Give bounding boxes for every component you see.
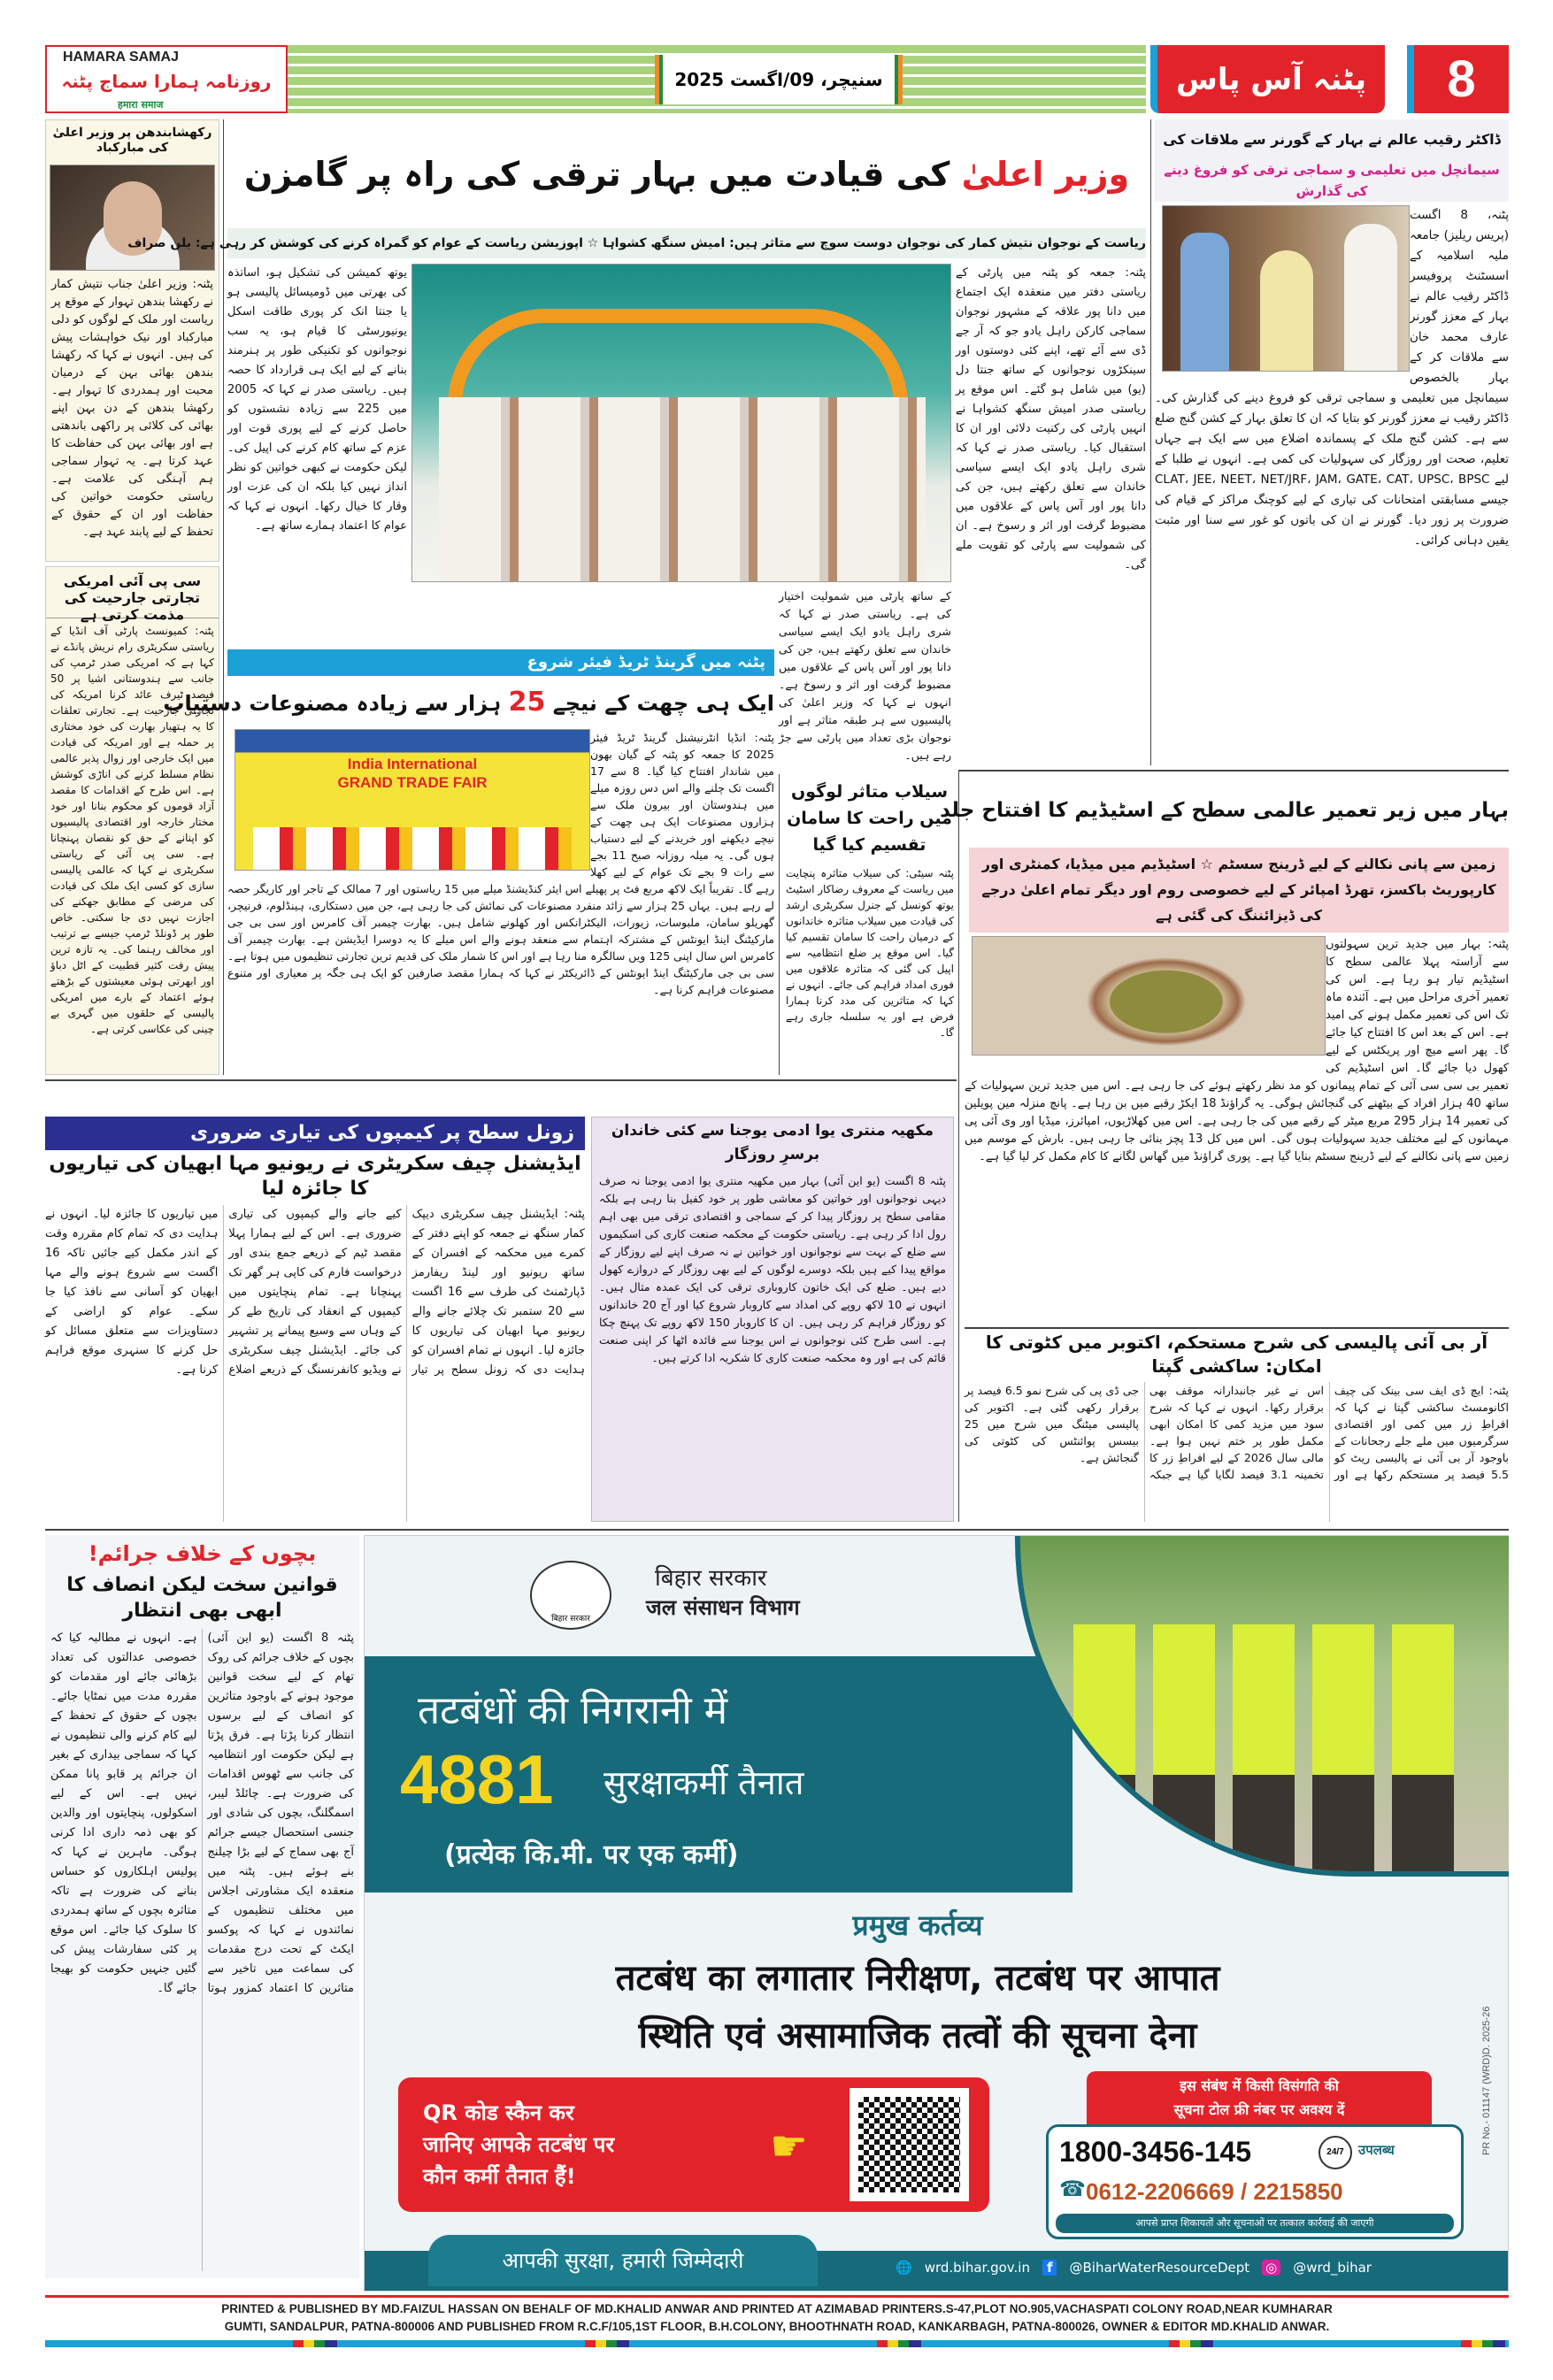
zonal-headline: ایڈیشنل چیف سکریٹری نے ریونیو مہا ابھیان کی تیاریوں کا جائزہ لیا: [49, 1153, 581, 1200]
page-number: 8: [1407, 45, 1509, 113]
ad-slogan: आपकी सुरक्षा, हमारी जिम्मेदारी: [428, 2235, 818, 2286]
tradefair-headline-pre: ایک ہی چھت کے نیچے: [552, 691, 774, 716]
imprint-line1: PRINTED & PUBLISHED BY MD.FAIZUL HASSAN ON BEHALF OF MD.KHALID ANWAR AND PRINTED AT AZIMABAD PRINTERS.S-47,PLOT NO.905,VACHASPATI COLONY ROAD,NEAR KUMHARAR: [221, 2302, 1333, 2315]
ad-duty-title: प्रमुख कर्तव्य: [852, 1908, 983, 1942]
lead-body-col2: پٹنہ: جمعہ کو پٹنہ میں پارٹی کے ریاستی دفتر میں منعقدہ ایک اجتماع میں دانا پور علاقہ کے مشہور نوجوان سماجی کارکن راہل یادو جو کہ آر جے ڈی سے آئے تھے، اپنے کئی دوستوں اور سینکڑوں نوجوانوں کے ساتھ جنتا دل (یو) میں شامل ہو گئے۔ اس موقع پر ریاستی صدر امیش سنگھ کشواہا نے انہیں پارٹی کی رکنیت دلائی اور ان کا استقبال کیا۔ ریاستی صدر نے کہا کہ شری راہل یادو ایک ایسے سیاسی خاندان سے تعلق رکھتے ہیں، جن کی دانا پور اور آس پاس کے علاقوں میں مضبوط گرفت اور اثر و رسوخ ہے۔ ان کی شمولیت سے پارٹی کو تقویت ملے گی۔: [956, 266, 1146, 572]
lead-photo: [411, 264, 951, 582]
stadium-body: [965, 936, 1509, 1325]
bihar-emblem-icon: [530, 1561, 611, 1630]
lead-headline-rest: کی قیادت میں بہار ترقی کی راہ پر گامزن: [243, 155, 950, 194]
ad-social-links: [896, 2260, 1372, 2276]
stadium-body-text: پٹنہ: بہار میں جدید ترین سہولتوں سے آراستہ پہلا عالمی سطح کا اسٹیڈیم تیار ہو رہا ہے۔ اس کی تعمیر آخری مراحل میں ہے۔ آئندہ ماہ تک اس کی تعمیر مکمل ہونے کی امید ہے۔ اس کے بعد اس کا افتتاح کیا جائے گا۔ پھر اسے میچ اور پریکٹس کے لیے کھول دیا جائے گا۔ اس اسٹیڈیم کی تعمیر بی سی سی آئی کے تمام پیمانوں کو مد نظر رکھتے ہوئے کی جا رہی ہے۔ اس میں جدید ترین سہولیات کے ساتھ 40 ہزار افراد کے بیٹھنے کی گنجائش ہوگی۔ یہ گراؤنڈ 18 ایکڑ رقبے میں بن رہا ہے۔ پانچ منزلہ مین پویلین کی تعمیر 14 ہزار 295 مربع میٹر کے رقبے میں کی جا رہی ہے۔ اس میں کھلاڑیوں، امپائرز، میڈیا اور وی آئی پی مہمانوں کے لیے مختلف جدید سہولیات ہوں گی۔ اس میں کل 13 پچز بنائی جا رہی ہیں۔ بارش کے موسم میں زمین سے پانی نکالنے کے لیے ڈرینج سسٹم بنایا گیا ہے۔ پوری گراؤنڈ میں گھاس لگانے کا کام مکمل کر لیا گیا ہے۔: [965, 938, 1509, 1163]
rbi-body: [965, 1382, 1509, 1522]
ad-duty-line1: तटबंध का लगातार निरीक्षण, तटबंध पर आपात: [615, 1958, 1220, 1999]
raqib-headline: ڈاکٹر رقیب عالم نے بہار کے گورنر سے ملاقات کی: [1155, 119, 1509, 159]
ad-duty-line2: स्थिति एवं असामाजिक तत्वों की सूचना देना: [638, 2015, 1197, 2056]
ad-dept: जल संसाधन विभाग: [646, 1595, 800, 1620]
ad-facebook[interactable]: @BiharWaterResourceDept: [1069, 2260, 1250, 2276]
logo-urdu: روزنامہ ہمارا سماج پٹنہ: [61, 71, 272, 92]
lead-body-col1: یوتھ کمیشن کی تشکیل ہو، اساتذہ کی بھرتی میں ڈومیسائل پالیسی ہو یا جنتا انک کر پوری طاقت اسکل یونیورسٹی کا قیام ہو، یہ سب نوجوانوں کو تکنیکی طور پر ہنرمند بنانے کے لیے ایک ہی قرارداد کا حصہ ہیں۔ ریاستی صدر نے کہا کہ 2005 میں 225 سے زیادہ نشستوں کو حاصل کرنے کے لیے پوری قوت اور عزم کے ساتھ کام کرنے کی اپیل کی۔ لیکن حکومت نے کبھی خواتین کو نظر انداز نہیں کیا بلکہ ان کی عزت اور وقار کا خیال رکھا۔ انہوں نے کہا کہ عوام کا اعتماد ہمارے ساتھ ہے۔: [227, 266, 407, 533]
ad-instagram[interactable]: @wrd_bihar: [1293, 2260, 1372, 2276]
ad-available: उपलब्ध: [1358, 2142, 1395, 2158]
newspaper-logo: [45, 45, 288, 113]
qr-code[interactable]: [850, 2088, 969, 2201]
raqib-photo: [1162, 205, 1410, 372]
tollfree-number[interactable]: 1800-3456-145: [1059, 2136, 1252, 2168]
tradefair-banner-text: India International GRAND TRADE FAIR: [337, 756, 488, 791]
ad-pr-number: PR No.- 011147 (WRD)D. 2025-26: [1481, 2006, 1492, 2155]
office-phone[interactable]: 0612-2206669 / 2215850: [1086, 2178, 1343, 2205]
yuva-headline: مکھیہ منتری یوا ادمی یوجنا سے کئی خاندان برسرِ روزگار: [611, 1122, 934, 1163]
ad-notice-line1: इस संबंध में किसी विसंगति की: [1180, 2077, 1339, 2094]
ad-notice: [1087, 2071, 1432, 2124]
crime-headline: قوانین سخت لیکن انصاف کا ابھی بھی انتظار: [66, 1574, 338, 1622]
zonal-body-text: پٹنہ: ایڈیشنل چیف سکریٹری دیپک کمار سنگھ نے جمعہ کو اپنے دفتر کے کمرے میں محکمہ کے افسران کے ساتھ ریونیو اور لینڈ ریفارمز ڈپارٹمنٹ کی طرف سے 16 اگست سے 20 ستمبر تک چلائے جانے والے ریونیو مہا ابھیان کی تیاریوں کا جائزہ لیا۔ انہوں نے تمام افسران کو ہدایت دی کہ زونل سطح پر تیار کیے جانے والے کیمپوں کی تیاری ضروری ہے۔ اس کے لیے ہمارا پہلا مقصد ٹیم کے ذریعے جمع بندی اور درخواست فارم کی کاپی ہر گھر تک پہنچانا ہے۔ تمام پنچایتوں میں کیمپوں کے انعقاد کی تاریخ طے کر کے وہاں سے وسیع پیمانے پر تشہیر کی جائے۔ ایڈیشنل چیف سکریٹری نے ویڈیو کانفرنسنگ کے ذریعے اضلاع میں تیاریوں کا جائزہ لیا۔ انہوں نے ہدایت دی کہ تمام کام مقررہ وقت کے اندر مکمل کیے جائیں تاکہ 16 اگست سے شروع ہونے والے مہا ابھیان کو آسانی سے نافذ کیا جا سکے۔ عوام کو اراضی کے دستاویزات سے متعلق مسائل کو حل کرنے کا سنہری موقع فراہم کرنا ہے۔: [45, 1208, 586, 1377]
crime-article: [45, 1535, 359, 2278]
yuva-body: پٹنہ 8 اگست (یو این آئی) بہار میں مکھیہ منتری یوا ادمی یوجنا نہ صرف دیہی نوجوانوں اور خواتین کو معاشی طور پر خود کفیل بنا رہی ہے بلکہ مقامی سطح پر روزگار پیدا کر کے سماجی و اقتصادی ترقی میں بھی اہم رول ادا کر رہی ہے۔ ریاستی حکومت کے محکمہ صنعت کاری کی اسکیموں سے ضلع کے بہت سے نوجوانوں اور خواتین نے نہ صرف اپنے لیے روزگار کے مواقع پیدا کیے ہیں بلکہ دوسرے لوگوں کے لیے بھی روزگار کے دروازے کھول دیے ہیں۔ ضلع کی ایک خاتون کاروباری ترقی کی ایک عمدہ مثال ہیں۔ انہوں نے 10 لاکھ روپے کی امداد سے کاروبار شروع کیا اور آج 20 خاندانوں کو روزگار فراہم کر رہی ہیں۔ ان کا کاروبار 150 لاکھ روپے تک پہنچ چکا ہے۔ اسی طرح کئی نوجوانوں نے اس یوجنا سے فائدہ اٹھا کر اپنی صنعت قائم کی ہے اور وہ محکمہ صنعت کاری کا شکریہ ادا کرتے ہیں۔: [599, 1174, 947, 1364]
tradefair-body: [227, 729, 774, 1075]
crime-body: [45, 1625, 359, 2275]
section-title: پٹنہ آس پاس: [1150, 45, 1385, 113]
ad-line2: सुरक्षाकर्मी तैनात: [604, 1763, 804, 1802]
cm-greeting-caption: رکھشابندھن پر وزیر اعلیٰ کی مبارکباد: [52, 126, 212, 155]
crime-kicker: بچوں کے خلاف جرائم!: [88, 1541, 317, 1566]
rbi-body-text: پٹنہ: ایچ ڈی ایف سی بینک کی چیف اکانومسٹ ساکشی گپتا نے کہا کہ افراطِ زر میں کمی اور اقتصادی سرگرمیوں میں ملے جلے رجحانات کے باوجود آر بی آئی نے پالیسی ریٹ کو 5.5 فیصد پر مستحکم رکھا ہے اور اس نے غیر جانبدارانہ موقف بھی برقرار رکھا۔ انہوں نے کہا کہ شرح سود میں مزید کمی کا امکان ابھی مکمل طور پر ختم نہیں ہوا ہے۔ مالی سال 2026 کے لیے افراطِ زر کا تخمینہ 3.1 فیصد لگایا گیا ہے جبکہ جی ڈی پی کی شرح نمو 6.5 فیصد پر برقرار رکھی گئی ہے۔ اکتوبر کی پالیسی میٹنگ میں شرح میں 25 بیسس پوائنٹس کی کٹوتی کی گنجائش ہے۔: [965, 1384, 1509, 1481]
crime-body-text: پٹنہ 8 اگست (یو این آئی) بچوں کے خلاف جرائم کی روک تھام کے لیے سخت قوانین موجود ہونے کے باوجود متاثرین کو انصاف کے لیے برسوں انتظار کرنا پڑتا ہے۔ فرق پڑتا ہے لیکن حکومت اور انتظامیہ کی جانب سے ٹھوس اقدامات کی ضرورت ہے۔ چائلڈ لیبر، اسمگلنگ، بچوں کی شادی اور جنسی استحصال جیسے جرائم آج بھی سماج کے لیے بڑا چیلنج بنے ہوئے ہیں۔ پٹنہ میں منعقدہ ایک مشاورتی اجلاس میں مختلف تنظیموں کے نمائندوں نے کہا کہ پوکسو ایکٹ کے تحت درج مقدمات کی سماعت میں تاخیر سے متاثرین کا اعتماد کمزور ہوتا ہے۔ انہوں نے مطالبہ کیا کہ خصوصی عدالتوں کی تعداد بڑھائی جائے اور مقدمات کو مقررہ مدت میں نمٹایا جائے۔ بچوں کے حقوق کے تحفظ کے لیے کام کرنے والی تنظیموں نے کہا کہ سماجی بیداری کے بغیر ان جرائم پر قابو پانا ممکن نہیں ہے۔ اس کے لیے اسکولوں، پنچایتوں اور والدین کو بھی ذمہ داری ادا کرنی ہوگی۔ ماہرین نے کہا کہ پولیس اہلکاروں کو حساس بنانے کی ضرورت ہے تاکہ متاثرہ بچوں کے ساتھ ہمدردی کا سلوک کیا جائے۔ اس موقع پر کئی سفارشات پیش کی گئیں جنہیں حکومت کو بھیجا جائے گا۔: [50, 1631, 354, 1995]
lead-body-col3: کے ساتھ پارٹی میں شمولیت اختیار کی ہے۔ ریاستی صدر نے کہا کہ شری راہل یادو ایک ایسے سیاسی خاندان سے تعلق رکھتے ہیں، جن کی دانا پور اور آس پاس کے علاقوں میں مضبوط گرفت اور اثر و رسوخ ہے۔ انہوں نے کہا کہ وزیر اعلیٰ کی پالیسیوں سے ہر طبقہ متاثر ہے اور نوجوان بڑی تعداد میں پارٹی سے جڑ رہے ہیں۔: [779, 589, 951, 762]
pointing-hand-icon: ☛: [770, 2122, 809, 2171]
stadium-subheadline: زمین سے پانی نکالنے کے لیے ڈرینج سسٹم ☆ اسٹیڈیم میں میڈیا، کمنٹری اور کارپوریٹ باکسز، تھرڈ امپائر کے لیے خصوصی روم اور دیگر تمام اعلیٰ درجے کی ڈیزائننگ کی گئی ہے: [969, 848, 1509, 933]
tradefair-headline-number: 25: [508, 687, 546, 718]
globe-icon: 🌐: [896, 2260, 912, 2276]
ad-workers-photo: [1015, 1536, 1509, 1877]
clock-24-7-icon: 24/7: [1319, 2136, 1352, 2169]
tradefair-headline: [163, 678, 774, 727]
rbi-headline: آر بی آئی پالیسی کی شرح مستحکم، اکتوبر میں کٹوتی کا امکان: ساکشی گپتا: [985, 1332, 1488, 1377]
tradefair-body-text: پٹنہ: انڈیا انٹرنیشنل گرینڈ ٹریڈ فیئر 2025 کا جمعہ کو پٹنہ کے گیان بھون میں شاندار افتتاح کیا گیا۔ 8 سے 17 اگست تک چلنے والے اس دس روزہ میلے میں ہندوستان اور بیرون ملک سے ہزاروں مصنوعات ایک ہی چھت کے نیچے دیکھنے اور خریدنے کے لیے دستیاب ہوں گی۔ یہ میلہ روزانہ صبح 11 بجے سے رات 9 بجے تک عوام کے لیے کھلا رہے گا۔ تقریباً ایک لاکھ مربع فٹ پر پھیلے اس ایئر کنڈیشنڈ میلے میں 15 ریاستوں اور 7 ممالک کے تاجر اور کاریگر حصہ لے رہے ہیں۔ یہاں 25 ہزار سے زائد منفرد مصنوعات کی نمائش کی جا رہی ہے، جن میں دستکاری، ہینڈلوم، فرنیچر، گھریلو سامان، ملبوسات، زیورات، الیکٹرانکس اور کھلونے شامل ہیں۔ بھارت چیمبر آف کامرس اور سی بی جی مارکیٹنگ اینڈ ایونٹس کے مشترکہ اہتمام سے منعقد ہونے والے اس میلے کا یہ دوسرا ایڈیشن ہے۔ بھارت چیمبر آف کامرس اس سال اپنی 125 ویں سالگرہ منا رہا ہے اور اس کا شمار ملک کی قدیم ترین تجارتی تنظیموں میں ہوتا ہے۔ سی بی جی مارکیٹنگ اینڈ ایونٹس کے ڈائریکٹر نے کہا کہ ہمارا مقصد صارفین کو ایک ہی جگہ پر معیاری اور متنوع مصنوعات فراہم کرنا ہے۔: [227, 731, 775, 996]
yuva-article: [591, 1117, 954, 1522]
bihar-wrd-advertisement: [364, 1535, 1509, 2292]
tradefair-photo: [234, 729, 590, 871]
facebook-icon: f: [1042, 2260, 1057, 2276]
lead-subheadline: ریاست کے نوجوان نتیش کمار کی نوجوان دوست سوچ سے متاثر ہیں: امیش سنگھ کشواہا ☆ اپوزیشن ریاست کے عوام کو گمراہ کرنے کی کوشش کر رہی ہے: بلن صراف: [227, 228, 1146, 258]
imprint: [45, 2300, 1509, 2336]
ad-gov: बिहार सरकार: [655, 1565, 767, 1592]
ad-qr-line3: कौन कर्मी तैनात हैं!: [423, 2164, 576, 2189]
raqib-subheadline: سیمانچل میں تعلیمی و سماجی ترقی کو فروغ دینے کی گذارش: [1155, 159, 1509, 202]
zonal-label: زونل سطح پر کیمپوں کی تیاری ضروری: [45, 1117, 585, 1150]
ad-qr-line1: QR कोड स्कैन कर: [423, 2100, 574, 2125]
imprint-line2: GUMTI, SANDALPUR, PATNA-800006 AND PUBLISHED FROM R.C.F/105,1ST FLOOR, B.H.COLONY, BHOOTHNATH ROAD, KANKARBAGH, PATNA-800026, OWNER & EDITOR MD.KHALID ANWAR.: [224, 2320, 1330, 2333]
raqib-body-text: پٹنہ، 8 اگست (پریس ریلیز) جامعہ ملیہ اسلامیہ کے اسسٹنٹ پروفیسر ڈاکٹر رقیب عالم نے بہار کے معزز گورنر عارف محمد خان سے ملاقات کر کے بہار بالخصوص سیمانچل میں تعلیمی و سماجی ترقی کو فروغ دینے کی گذارش کی۔ ڈاکٹر رقیب نے معزز گورنر کو بتایا کہ ان کا تعلق بہار کے کشن گنج ضلع سے ہے۔ کشن گنج ملک کے پسماندہ اضلاع میں سے ایک ہے جہاں تعلیم، صحت اور روزگار کی سہولیات کی کمی ہے۔ انہوں نے طلبا کے لیے CLAT، JEE، NEET، NET/JRF، JAM، GATE، CAT، UPSC، BPSC جیسے مسابقتی امتحانات کی تیاری کے لیے کوچنگ مراکز کے قیام کی ضرورت پر زور دیا۔ گورنر نے ان کی باتوں کو غور سے سنا اور مثبت یقین دہانی کرائی۔: [1155, 208, 1509, 548]
tradefair-label: پٹنہ میں گرینڈ ٹریڈ فیئر شروع: [227, 649, 774, 676]
instagram-icon: ◎: [1262, 2260, 1280, 2276]
phone-icon: ☎: [1059, 2177, 1086, 2201]
cm-greeting-body: پٹنہ: وزیر اعلیٰ جناب نتیش کمار نے رکھشا بندھن تہوار کے موقع پر ریاست اور ملک کے لوگوں کو دلی مبارکباد اور نیک خواہشات پیش کی ہیں۔ انہوں نے کہا کہ رکھشا بندھن بھائی بہن کے درمیان محبت اور ہمدردی کا تہوار ہے۔ رکھشا بندھن کے دن بہن اپنے بھائی کی کلائی پر راکھی باندھتی ہے اور بھائی بہن کی حفاظت کا عہد کرتا ہے۔ یہ تہوار سماجی ہم آہنگی کی علامت ہے۔ ریاستی حکومت خواتین کی حفاظت اور ان کے حقوق کے تحفظ کے لیے پابند عہد ہے۔: [51, 278, 213, 539]
ad-helpline-box: [1046, 2124, 1464, 2239]
issue-date: سنیچر، 09/اگست 2025: [655, 55, 903, 104]
ad-number: 4881: [400, 1740, 554, 1818]
logo-english: HAMARA SAMAJ: [63, 50, 179, 65]
lead-headline-red: وزیر اعلیٰ: [961, 155, 1130, 194]
cpi-article: [45, 566, 219, 1075]
ad-qr-line2: जानिए आपके तटबंध पर: [423, 2132, 615, 2157]
cpi-body: پٹنہ: کمیونسٹ پارٹی آف انڈیا کے ریاستی سکریٹری رام نریش پانڈے نے کہا ہے کہ امریکی صدر ٹرمپ کی جانب سے ہندوستانی اشیا پر 50 فیصد ٹیرف عائد کرنا امریکہ کی تجارتی جارحیت ہے۔ تجارتی تعلقات کا یہ ہتھیار بھارت کی خود مختاری پر حملہ ہے اور امریکہ کی قیادت میں ایک خارجی اور زوال پذیر عالمی نظام مسلط کرنے کی اناڑی کوشش ہے۔ اس طرح کے اقدامات کا مقصد آزاد قوموں کو محکوم بنانا اور خود مختار خارجہ اور اقتصادی پالیسیوں کو اپنانے کے حق کو نقصان پہنچانا ہے۔ سی پی آئی کے ریاستی سکریٹری نے کہا کہ عالمی پالیسی سازی کو کسی ایک ملک کی قیادت کی مرضی کے مطابق جھکنے کی اجازت نہیں دی جا سکتی۔ خاص طور پر ڈونلڈ ٹرمپ جیسے بے ترتیب اور مخالف رہنما کی۔ یہ تازہ ترین پیش رفت کثیر قطبیت کے اٹل دباؤ اور ابھرتی ہوئی معیشتوں کے بڑھتے ہوئے اعتماد کے بارے میں امریکی پالیسی کے حلقوں میں گہری بے چینی کی عکاسی کرتی ہے۔: [50, 625, 214, 1035]
ad-qr-text: [423, 2097, 750, 2192]
ad-notice-line2: सूचना टोल फ्री नंबर पर अवश्य दें: [1173, 2101, 1345, 2118]
stadium-headline: بہار میں زیر تعمیر عالمی سطح کے اسٹیڈیم کا افتتاح جلد: [940, 799, 1509, 822]
cm-greeting-box: [45, 119, 219, 562]
emblem-text: बिहार सरकार: [551, 1615, 590, 1624]
ad-line1: तटबंधों की निगरानी में: [418, 1688, 728, 1733]
zonal-body: [45, 1205, 585, 1522]
flood-headline: سیلاب متاثر لوگوں میں راحت کا سامان تقسیم کیا گیا: [787, 782, 952, 855]
footer-color-band: [45, 2340, 1509, 2347]
ad-action-note: आपसे प्राप्त शिकायतों और सूचनाओं पर तत्काल कार्रवाई की जाएगी: [1056, 2214, 1454, 2233]
flood-body: پٹنہ سیٹی: کی سیلاب متاثرہ پنچایت میں ریاست کے معروف رضاکار اسٹیٹ یوتھ کونسل کے جنرل سکریٹری ارشد کی قیادت میں سیلاب متاثرہ خاندانوں کے درمیان راحت کا سامان تقسیم کیا گیا۔ اس موقع پر ضلع انتظامیہ سے اپیل کی گئی کہ متاثرہ علاقوں میں فوری امداد فراہم کی جائے۔ انہوں نے کہا کہ متاثرین کی مدد کرنا ہمارا فرض ہے اور یہ سلسلہ جاری رہے گا۔: [786, 867, 954, 1039]
ad-website[interactable]: wrd.bihar.gov.in: [924, 2260, 1030, 2276]
lead-headline: [227, 124, 1146, 226]
tradefair-headline-post: ہزار سے زیادہ مصنوعات دستیاب: [163, 691, 502, 716]
cpi-headline: سی پی آئی امریکی تجارتی جارحیت کی مذمت کرتی ہے: [46, 567, 219, 618]
stadium-photo: [972, 936, 1326, 1056]
ad-line3: (प्रत्येक कि.मी. पर एक कर्मी): [444, 1839, 739, 1870]
raqib-body: [1155, 205, 1509, 765]
logo-hindi: हमारा समाज: [118, 99, 164, 111]
ad-qr-box: [398, 2077, 989, 2212]
